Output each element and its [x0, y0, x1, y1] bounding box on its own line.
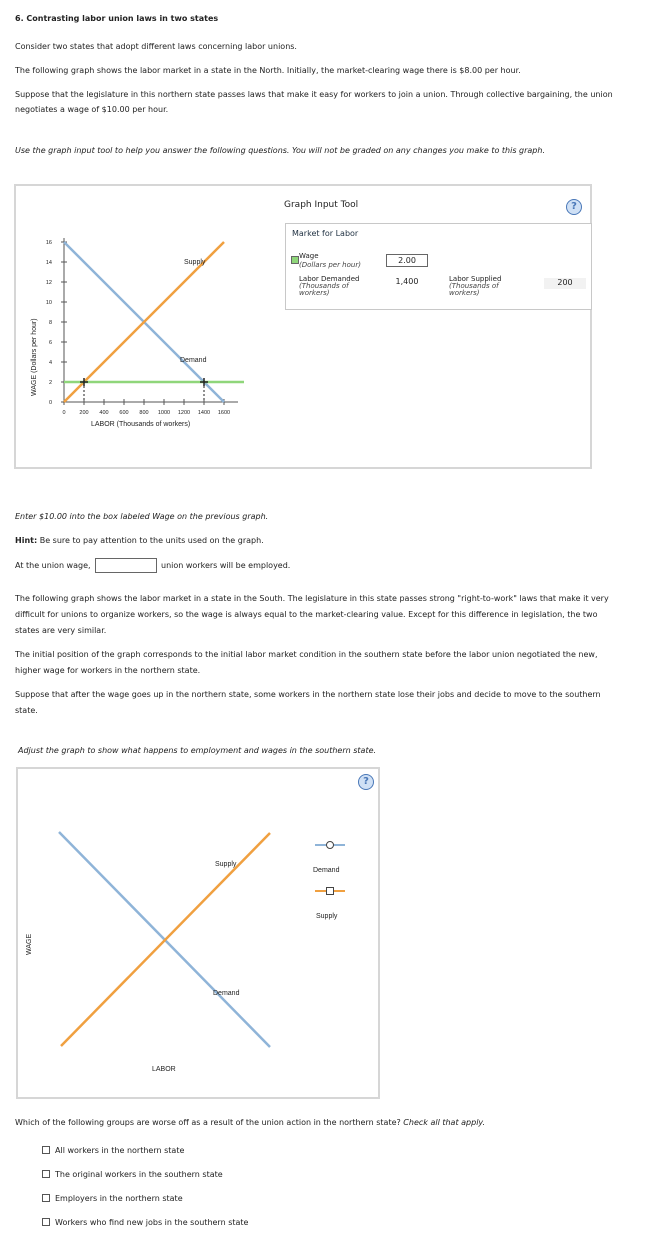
y-tick-label: 2	[48, 380, 52, 386]
south-demand-label: Demand	[213, 990, 240, 997]
labor-demanded-label: Labor Demanded	[299, 275, 360, 283]
legislature-text-line1: Suppose that the legislature in this northern state passes laws that make it easy for workers to join a union. Through collective bargaining, the union	[15, 90, 613, 99]
x-tick-label: 0	[62, 410, 66, 416]
checkbox-original-southern-workers[interactable]	[42, 1170, 50, 1178]
demand-legend-label: Demand	[313, 867, 340, 874]
supply-label: Supply	[184, 259, 206, 266]
union-wage-suffix: union workers will be employed.	[161, 561, 291, 570]
y-tick-label: 6	[48, 340, 52, 346]
south-text-line2: difficult for unions to organize workers, so the wage is always equal to the market-clearing value. Except for this difference in legislation, the two	[15, 610, 598, 619]
south-text-line1: The following graph shows the labor market in a state in the South. The legislature in this state passes strong "right-to-work" laws that make it very	[15, 594, 609, 603]
labor-supplied-label: Labor Supplied	[449, 275, 502, 283]
y-tick-label: 16	[45, 240, 52, 246]
north-labor-chart	[16, 186, 286, 466]
south-supply-label: Supply	[215, 861, 237, 868]
labor-demanded-value: 1,400	[395, 277, 419, 286]
labor-demanded-unit: (Thousands of workers)	[299, 282, 349, 297]
x-tick-label: 1200	[177, 410, 191, 416]
wage-swatch-icon	[291, 256, 299, 264]
x-axis-label: LABOR (Thousands of workers)	[91, 421, 191, 428]
question-title: 6. Contrasting labor union laws in two states	[15, 14, 219, 23]
checkbox-northern-employers[interactable]	[42, 1194, 50, 1202]
hint-text: Hint: Be sure to pay attention to the units used on the graph.	[15, 536, 264, 545]
help-icon-south[interactable]: ?	[358, 774, 374, 790]
demand-legend-tool[interactable]	[315, 842, 345, 849]
y-tick-label: 14	[45, 260, 52, 266]
south-x-axis-label: LABOR	[152, 1066, 176, 1073]
x-tick-label: 800	[139, 410, 149, 416]
south-graph-panel	[16, 767, 380, 1099]
wage-unit: (Dollars per hour)	[299, 261, 361, 269]
checkbox-northern-workers[interactable]	[42, 1146, 50, 1154]
option-northern-employers[interactable]: Employers in the northern state	[55, 1194, 183, 1203]
option-northern-workers[interactable]: All workers in the northern state	[55, 1146, 185, 1155]
initial-position-line2: higher wage for workers in the northern state.	[15, 666, 201, 675]
enter-wage-instruction: Enter $10.00 into the box labeled Wage on the previous graph.	[15, 512, 269, 521]
wage-label: Wage	[299, 252, 319, 260]
adjust-graph-instruction: Adjust the graph to show what happens to employment and wages in the southern state.	[18, 746, 377, 755]
labor-supplied-value: 200	[544, 278, 586, 289]
x-tick-label: 400	[99, 410, 109, 416]
labor-supplied-unit: (Thousands of workers)	[449, 282, 499, 297]
x-tick-label: 600	[119, 410, 129, 416]
circle-icon	[327, 842, 334, 849]
square-icon	[327, 888, 334, 895]
intro-text: Consider two states that adopt different laws concerning labor unions.	[15, 42, 297, 51]
y-tick-label: 12	[45, 280, 52, 286]
south-y-axis-label: WAGE	[26, 933, 33, 955]
help-icon[interactable]: ?	[566, 199, 582, 215]
x-tick-label: 200	[79, 410, 89, 416]
supply-legend-tool[interactable]	[315, 888, 345, 895]
south-text-line3: states are very similar.	[15, 626, 107, 635]
legislature-text-line2: negotiates a wage of $10.00 per hour.	[15, 105, 169, 114]
y-tick-label: 0	[48, 400, 52, 406]
graph-input-tool-title: Graph Input Tool	[284, 200, 359, 210]
workers-move-line2: state.	[15, 706, 38, 715]
option-original-southern-workers[interactable]: The original workers in the southern state	[55, 1170, 223, 1179]
option-new-southern-workers[interactable]: Workers who find new jobs in the southern state	[55, 1218, 249, 1227]
south-labor-chart	[18, 769, 380, 1099]
y-axis-label: WAGE (Dollars per hour)	[31, 318, 38, 396]
supply-legend-label: Supply	[316, 913, 338, 920]
x-tick-label: 1600	[217, 410, 231, 416]
north-graph-panel	[14, 184, 592, 469]
graph-tool-note: Use the graph input tool to help you answer the following questions. You will not be graded on any changes you make to this graph.	[15, 146, 545, 155]
x-tick-label: 1400	[197, 410, 211, 416]
x-tick-label: 1000	[157, 410, 171, 416]
union-wage-prefix: At the union wage,	[15, 561, 91, 570]
union-employment-answer-input[interactable]	[95, 558, 157, 573]
y-tick-label: 8	[48, 320, 52, 326]
demand-label: Demand	[180, 357, 207, 364]
wage-input[interactable]: 2.00	[386, 254, 428, 267]
north-graph-text: The following graph shows the labor market in a state in the North. Initially, the market-clearing wage there is $8.00 per hour.	[15, 66, 521, 75]
workers-move-line1: Suppose that after the wage goes up in the northern state, some workers in the northern state lose their jobs and decide to move to the southern	[15, 690, 601, 699]
market-for-labor-heading: Market for Labor	[292, 229, 359, 238]
checkbox-new-southern-workers[interactable]	[42, 1218, 50, 1226]
y-tick-label: 10	[45, 300, 52, 306]
y-tick-label: 4	[48, 360, 52, 366]
initial-position-line1: The initial position of the graph corresponds to the initial labor market condition in the southern state before the labor union negotiated the new,	[15, 650, 598, 659]
worse-off-question: Which of the following groups are worse off as a result of the union action in the northern state? Check all that apply.	[15, 1118, 486, 1127]
graph-input-tool	[285, 223, 592, 310]
